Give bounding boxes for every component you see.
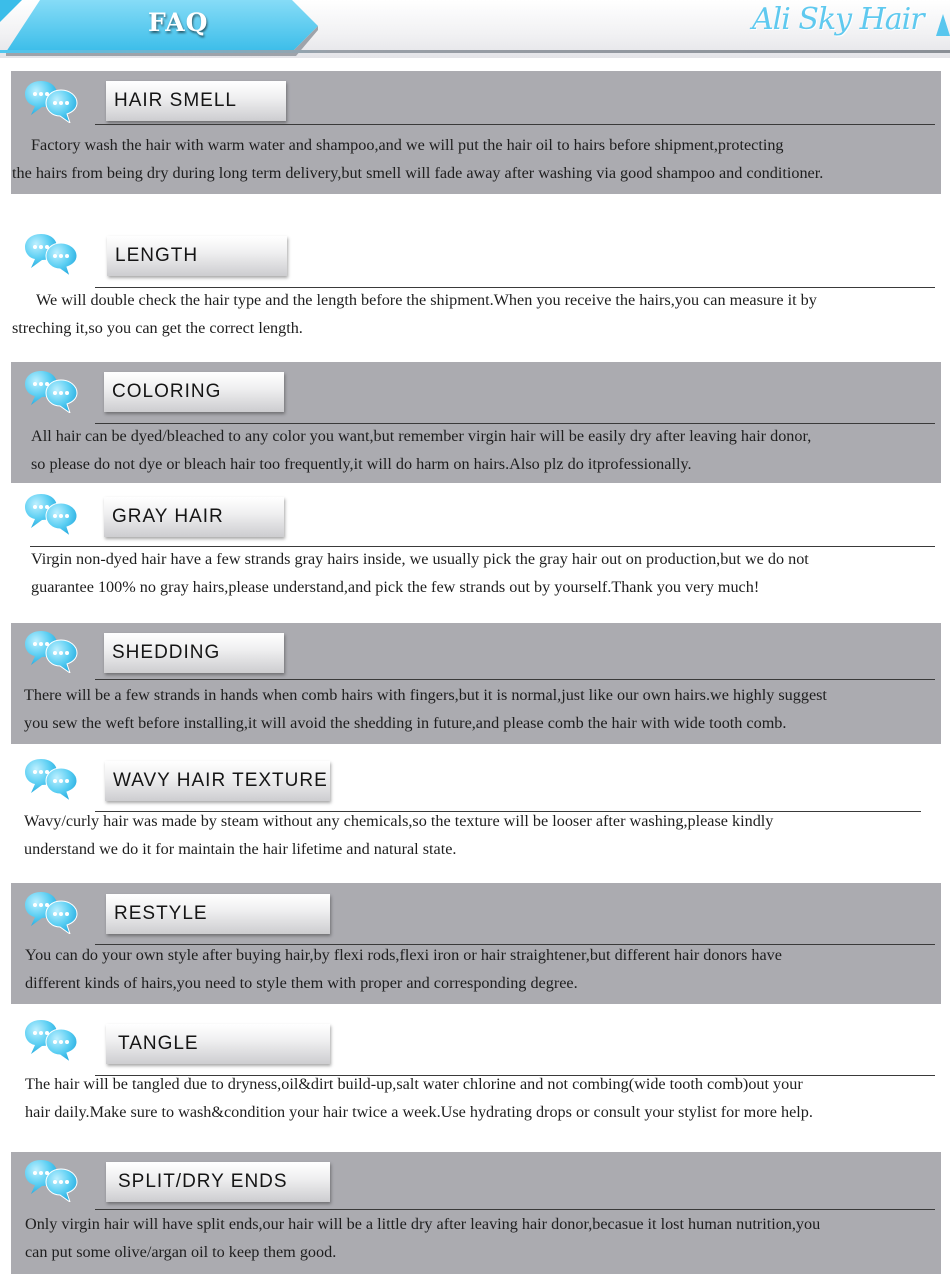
section-label: SPLIT/DRY ENDS [106, 1162, 330, 1202]
faq-section-length [11, 226, 941, 352]
section-body [11, 131, 823, 187]
section-body [25, 1210, 820, 1266]
section-body [25, 1070, 813, 1126]
section-body [11, 286, 817, 342]
section-label: LENGTH [107, 236, 287, 276]
faq-section-wavy-hair-texture [11, 752, 941, 874]
faq-section-restyle [11, 883, 941, 1004]
faq-section-tangle [11, 1014, 941, 1142]
faq-section-split-dry-ends [11, 1152, 941, 1274]
section-label: WAVY HAIR TEXTURE [105, 761, 330, 801]
page-title: FAQ [148, 8, 209, 37]
body-line: Wavy/curly hair was made by steam without any chemicals,so the texture will be looser after washing,please kindly [24, 812, 774, 830]
body-line: the hairs from being dry during long term delivery,but smell will fade away after washing via good shampoo and conditioner. [12, 164, 824, 182]
body-line: so please do not dye or bleach hair too frequently,it will do harm on hairs.Also plz do itprofessionally. [31, 455, 692, 473]
body-line: You can do your own style after buying hair,by flexi rods,flexi iron or hair straightener,but different hair donors have [25, 946, 782, 964]
faq-section-hair-smell [11, 71, 941, 194]
section-rule [95, 124, 935, 125]
chat-bubbles-icon [25, 492, 79, 536]
body-line: There will be a few strands in hands when comb hairs with fingers,but it is normal,just like our own hairs.we highly suggest [24, 686, 827, 704]
faq-section-coloring [11, 362, 941, 483]
header-divider [0, 50, 950, 53]
section-body [24, 807, 773, 863]
body-line: The hair will be tangled due to dryness,oil&dirt build-up,salt water chlorine and not combing(wide tooth comb)out your [25, 1075, 803, 1093]
section-body [31, 545, 809, 601]
section-body [25, 941, 782, 997]
body-line: you sew the weft before installing,it will avoid the shedding in future,and please comb the hair with wide tooth comb. [24, 714, 787, 732]
section-label: SHEDDING [104, 633, 284, 673]
section-label: GRAY HAIR [104, 497, 284, 537]
section-body [31, 422, 811, 478]
section-label: TANGLE [106, 1024, 330, 1064]
brand-logo: Ali Sky Hair [752, 2, 924, 37]
chat-bubbles-icon [25, 757, 79, 801]
chat-bubbles-icon [25, 1158, 79, 1202]
chat-bubbles-icon [25, 232, 79, 276]
body-line: All hair can be dyed/bleached to any color you want,but remember virgin hair will be easily dry after leaving hair donor, [31, 427, 812, 445]
faq-section-gray-hair [11, 487, 941, 612]
section-label: HAIR SMELL [106, 81, 286, 121]
chat-bubbles-icon [25, 79, 79, 123]
logo-mark-icon [936, 14, 950, 36]
section-rule [95, 679, 935, 680]
chat-bubbles-icon [25, 369, 79, 413]
body-line: Only virgin hair will have split ends,our hair will be a little dry after leaving hair donor,becasue it lost human nutrition,you [25, 1215, 821, 1233]
section-label: COLORING [104, 372, 284, 412]
body-line: Factory wash the hair with warm water and shampoo,and we will put the hair oil to hairs before shipment,protecting [31, 136, 784, 154]
body-line: different kinds of hairs,you need to style them with proper and corresponding degree. [25, 974, 578, 992]
body-line: streching it,so you can get the correct length. [12, 319, 303, 337]
body-line: Virgin non-dyed hair have a few strands gray hairs inside, we usually pick the gray hair out on production,but we do not [31, 550, 809, 568]
section-label: RESTYLE [106, 894, 330, 934]
body-line: can put some olive/argan oil to keep them good. [25, 1243, 337, 1261]
body-line: guarantee 100% no gray hairs,please understand,and pick the few strands out by yourself.Thank you very much! [31, 578, 760, 596]
chat-bubbles-icon [25, 1018, 79, 1062]
faq-section-shedding [11, 623, 941, 744]
page-header [0, 0, 950, 58]
body-line: understand we do it for maintain the hair lifetime and natural state. [24, 840, 457, 858]
chat-bubbles-icon [25, 629, 79, 673]
body-line: hair daily.Make sure to wash&condition your hair twice a week.Use hydrating drops or consult your stylist for more help. [25, 1103, 813, 1121]
section-body [24, 681, 827, 737]
chat-bubbles-icon [25, 890, 79, 934]
body-line: We will double check the hair type and the length before the shipment.When you receive the hairs,you can measure it by [36, 291, 817, 309]
